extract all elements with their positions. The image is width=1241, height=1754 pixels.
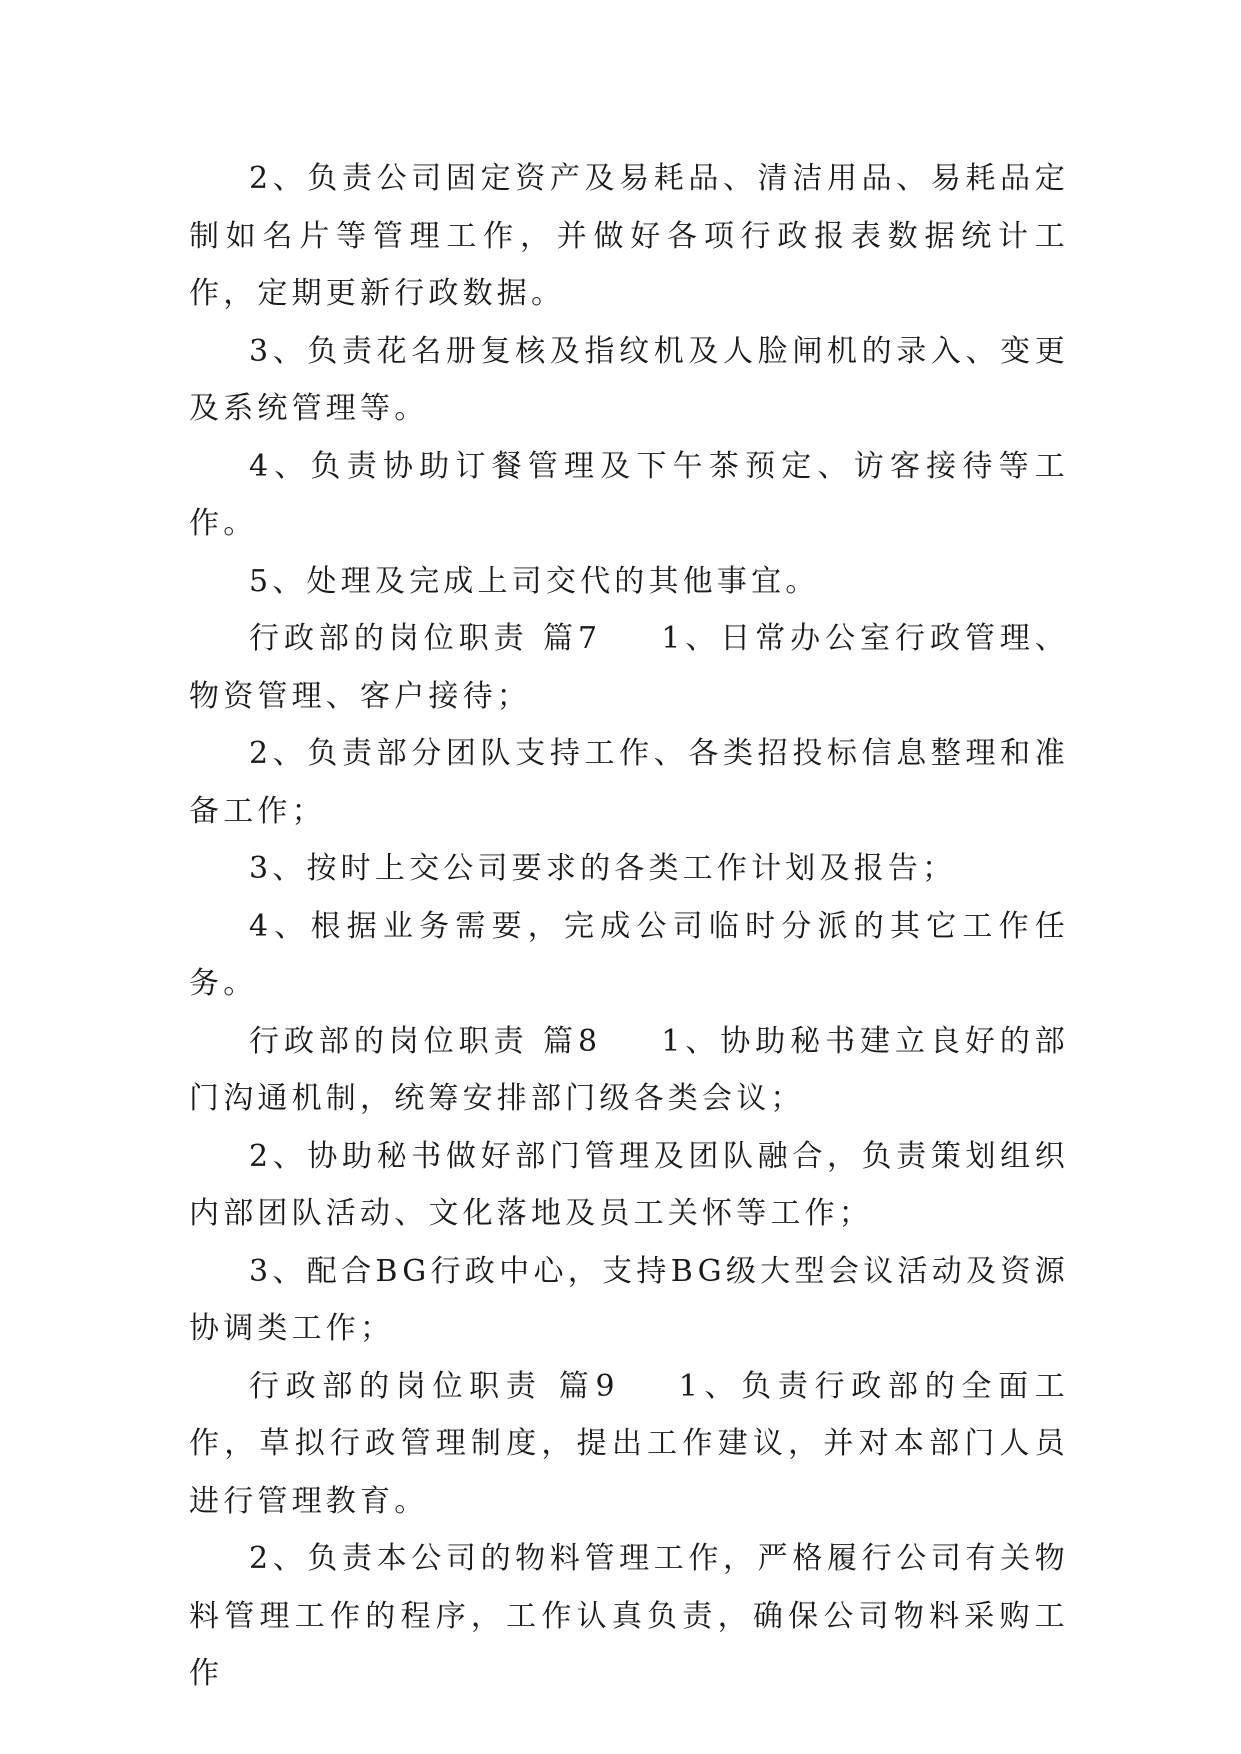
paragraph-text: 2、负责公司固定资产及易耗品、清洁用品、易耗品定制如名片等管理工作，并做好各项行政报表数据统计工作，定期更新行政数据。 xyxy=(189,161,1069,311)
paragraph-text: 2、协助秘书做好部门管理及团队融合，负责策划组织内部团队活动、文化落地及员工关怀等工作； xyxy=(189,1138,1069,1231)
paragraph-text: 2、负责部分团队支持工作、各类招投标信息整理和准备工作； xyxy=(189,736,1069,829)
section-heading: 行政部的岗位职责 篇9 xyxy=(249,1368,619,1404)
paragraph xyxy=(189,1243,1069,1358)
paragraph-text: 3、负责花名册复核及指纹机及人脸闸机的录入、变更及系统管理等。 xyxy=(189,333,1069,426)
section-heading: 行政部的岗位职责 篇7 xyxy=(249,621,602,656)
paragraph xyxy=(189,438,1069,553)
paragraph-text: 3、配合BG行政中心，支持BG级大型会议活动及资源协调类工作； xyxy=(189,1253,1069,1346)
paragraph xyxy=(189,553,1069,611)
paragraph xyxy=(189,898,1069,1013)
paragraph xyxy=(189,840,1069,898)
section-paragraph xyxy=(189,610,1069,725)
paragraph-text: 1、日常办公室行政管理、物资管理、客户接待； xyxy=(189,621,1069,714)
paragraph-text: 5、处理及完成上司交代的其他事宜。 xyxy=(249,563,820,599)
document-body xyxy=(189,150,1069,1703)
paragraph xyxy=(189,725,1069,840)
section-paragraph xyxy=(189,1358,1069,1531)
paragraph xyxy=(189,1128,1069,1243)
paragraph-text: 1、协助秘书建立良好的部门沟通机制，统筹安排部门级各类会议； xyxy=(189,1023,1069,1116)
paragraph xyxy=(189,1530,1069,1703)
paragraph-text: 2、负责本公司的物料管理工作，严格履行公司有关物料管理工作的程序，工作认真负责，确保公司物料采购工作 xyxy=(189,1541,1069,1691)
paragraph-text: 1、负责行政部的全面工作，草拟行政管理制度，提出工作建议，并对本部门人员进行管理教育。 xyxy=(189,1368,1069,1519)
paragraph-text: 4、负责协助订餐管理及下午茶预定、访客接待等工作。 xyxy=(189,448,1069,541)
paragraph xyxy=(189,150,1069,323)
section-paragraph xyxy=(189,1013,1069,1128)
paragraph-text: 3、按时上交公司要求的各类工作计划及报告； xyxy=(249,851,957,886)
section-heading: 行政部的岗位职责 篇8 xyxy=(249,1023,602,1059)
paragraph xyxy=(189,323,1069,438)
paragraph-text: 4、根据业务需要，完成公司临时分派的其它工作任务。 xyxy=(189,908,1069,1001)
